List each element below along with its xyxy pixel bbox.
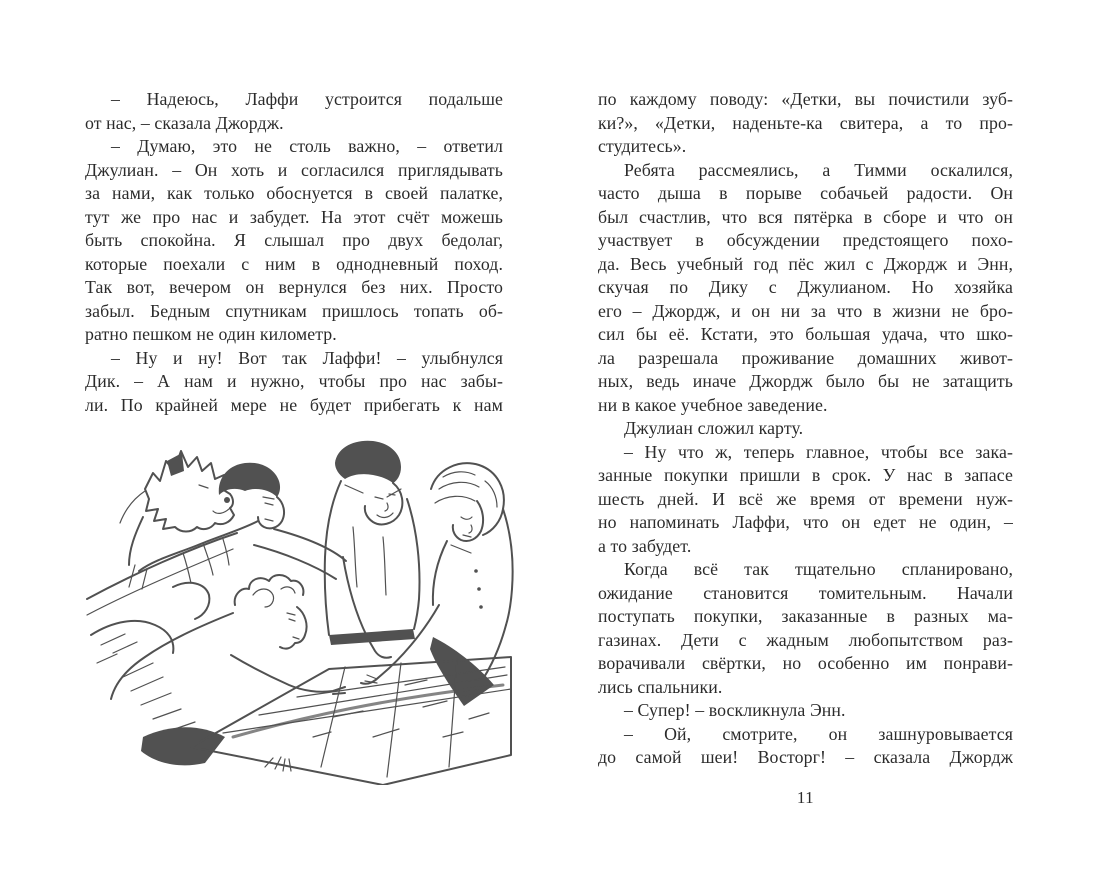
text-line: ли. По крайней мере не будет прибегать к нам [85, 394, 503, 415]
page-right [598, 88, 1013, 807]
text-line: за нами, как только обоснуется в своей палатке, [85, 183, 503, 203]
text-line: лись спальники. [598, 676, 723, 697]
text-line: шесть дней. И всё же время от времени нуж- [598, 488, 1013, 509]
text-line: газинах. Дети с жадным любопытством раз- [598, 629, 1013, 650]
text-line: – Супер! – воскликнула Энн. [624, 700, 846, 720]
text-line: да. Весь учебный год пёс жил с Джордж и Энн, [598, 253, 1013, 274]
text-line: скучая по Дику с Джулианом. Но хозяйка [598, 277, 1013, 297]
text-line: его – Джордж, и он ни за что в жизни не бро- [598, 300, 1013, 321]
text-line: студитесь». [598, 136, 687, 156]
text-line: ожидание становится томительным. Начали [598, 582, 1013, 603]
dog-timmy [120, 451, 234, 565]
right-page-text-block [598, 88, 1013, 770]
text-line: ла разрешала проживание домашних живот- [598, 347, 1013, 368]
text-line: Так вот, вечером он вернулся без них. Просто [85, 277, 503, 297]
text-line: Джулиан сложил карту. [624, 418, 804, 438]
text-line: ратно пешком не один километр. [85, 324, 337, 344]
page-left [85, 88, 503, 417]
text-line: был счастлив, что вся пятёрка в сборе и что он [598, 206, 1013, 227]
text-line: ни в какое учебное заведение. [598, 394, 828, 415]
girl-foreground [111, 575, 345, 771]
illustration-five-around-map [83, 437, 517, 785]
text-line: Дик. – А нам и нужно, чтобы про нас забы- [85, 371, 503, 391]
text-line: тут же про нас и забудет. На этот счёт можешь [85, 206, 503, 227]
text-line: до самой шеи! Восторг! – сказала Джордж [598, 747, 1013, 767]
text-line: по каждому поводу: «Детки, вы почистили зуб- [598, 89, 1013, 109]
text-line: – Надеюсь, Лаффи устроится подальше [111, 89, 503, 109]
text-line: но напоминать Лаффи, что он едет не один, – [598, 512, 1013, 532]
text-line: быть спокойна. Я слышал про двух бедолаг, [85, 230, 503, 250]
text-line: часто дыша в порыве собачьей радости. Он [598, 183, 1013, 203]
boy-center [325, 441, 420, 658]
text-line: – Думаю, это не столь важно, – ответил [111, 136, 503, 156]
text-line: забыл. Бедным спутникам пришлось топать об- [85, 300, 503, 321]
text-line: ворачивали свёртки, но особенно им понрави- [598, 653, 1013, 673]
text-line: сил бы её. Кстати, это большая удача, что шко- [598, 324, 1013, 344]
text-line: ки?», «Детки, наденьте-ка свитера, а то про- [598, 112, 1013, 133]
text-line: которые поехали с ним в однодневный поход. [85, 253, 503, 274]
text-line: Ребята рассмеялись, а Тимми оскалился, [624, 159, 1013, 180]
text-line: участвует в обсуждении предстоящего похо- [598, 230, 1013, 250]
text-line: – Ой, смотрите, он зашнуровывается [624, 723, 1013, 744]
text-line: – Ну и ну! Вот так Лаффи! – улыбнулся [111, 347, 503, 368]
text-line: занные покупки пришли в срок. У нас в запасе [598, 465, 1013, 485]
boy-left [139, 463, 346, 583]
illustration-drawing [83, 437, 517, 785]
text-line: а то забудет. [598, 535, 692, 556]
page-number: 11 [796, 788, 815, 807]
sofa-background [87, 533, 237, 663]
text-line: от нас, – сказала Джордж. [85, 112, 284, 133]
text-line: Джулиан. – Он хоть и согласился приглядывать [85, 159, 503, 180]
left-page-text-block [85, 88, 503, 417]
text-line: – Ну что ж, теперь главное, чтобы все зака- [624, 441, 1013, 462]
text-line: поступать покупки, заказанные в разных ма- [598, 606, 1013, 626]
text-line: ных, ведь иначе Джордж было бы не затащить [598, 371, 1013, 391]
text-line: Когда всё так тщательно спланировано, [624, 559, 1013, 579]
